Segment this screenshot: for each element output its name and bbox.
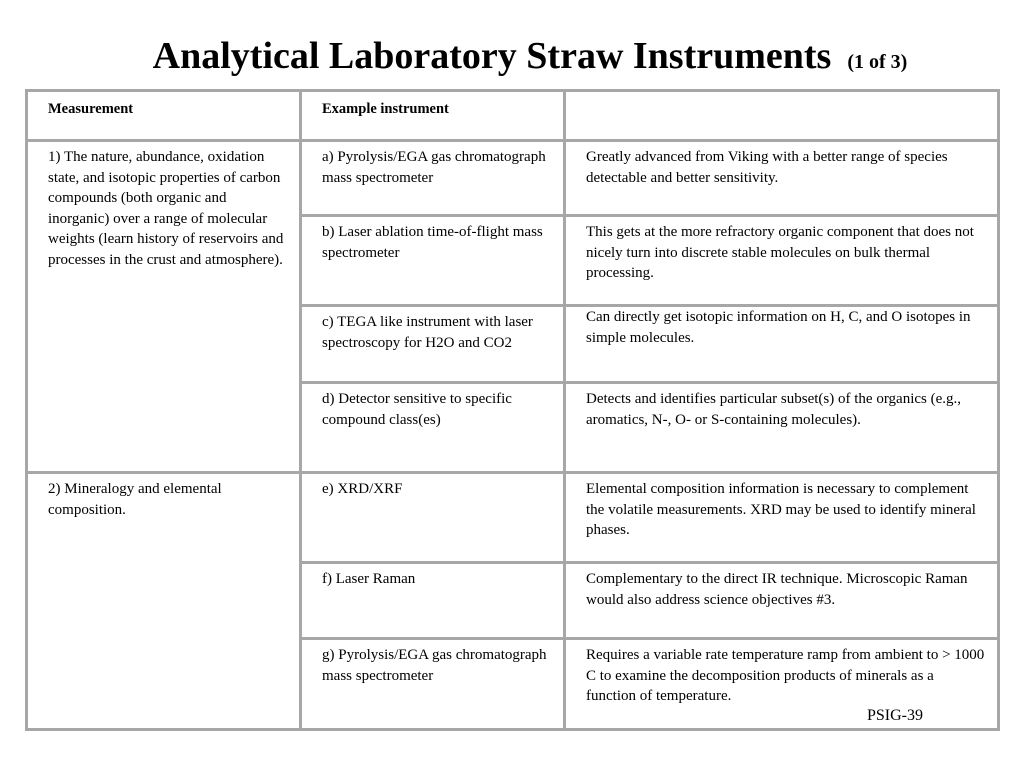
notes-cell: Can directly get isotopic information on H, C, and O isotopes in simple molecules. xyxy=(566,307,997,381)
slide-title xyxy=(0,34,1024,78)
title-page-indicator: (1 of 3) xyxy=(847,51,908,73)
instrument-cell: g) Pyrolysis/EGA gas chromatograph mass spectrometer xyxy=(302,640,563,728)
slide-number: PSIG-39 xyxy=(867,707,924,724)
notes-cell: Greatly advanced from Viking with a better range of species detectable and better sensitivity. xyxy=(566,142,997,214)
instrument-cell: d) Detector sensitive to specific compound class(es) xyxy=(302,384,563,471)
instruments-table xyxy=(25,89,1000,731)
instrument-cell: b) Laser ablation time-of-flight mass spectrometer xyxy=(302,217,563,304)
title-main: Analytical Laboratory Straw Instruments xyxy=(152,35,832,77)
notes-cell: This gets at the more refractory organic component that does not nicely turn into discrete stable molecules on bulk thermal processing. xyxy=(566,217,997,304)
notes-cell: Requires a variable rate temperature ramp from ambient to > 1000 C to examine the decomposition products of minerals as a function of temperature. xyxy=(566,640,997,728)
instrument-cell: a) Pyrolysis/EGA gas chromatograph mass spectrometer xyxy=(302,142,563,214)
instrument-cell: f) Laser Raman xyxy=(302,564,563,637)
measurement-cell: 2) Mineralogy and elemental composition. xyxy=(28,474,299,728)
instrument-cell: c) TEGA like instrument with laser spectroscopy for H2O and CO2 xyxy=(302,307,563,381)
notes-cell: Elemental composition information is necessary to complement the volatile measurements. XRD may be used to identify mineral phases. xyxy=(566,474,997,561)
notes-cell: Detects and identifies particular subset(s) of the organics (e.g., aromatics, N-, O- or S-containing molecules). xyxy=(566,384,997,471)
notes-cell: Complementary to the direct IR technique. Microscopic Raman would also address science objectives #3. xyxy=(566,564,997,637)
instrument-cell: e) XRD/XRF xyxy=(302,474,563,561)
measurement-cell: 1) The nature, abundance, oxidation state, and isotopic properties of carbon compounds (both organic and inorganic) over a range of molecular weights (learn history of reservoirs and processes in the crust and atmosphere). xyxy=(28,142,299,471)
header-example-instrument: Example instrument xyxy=(302,92,563,139)
header-measurement: Measurement xyxy=(28,92,299,139)
header-notes xyxy=(566,92,997,139)
